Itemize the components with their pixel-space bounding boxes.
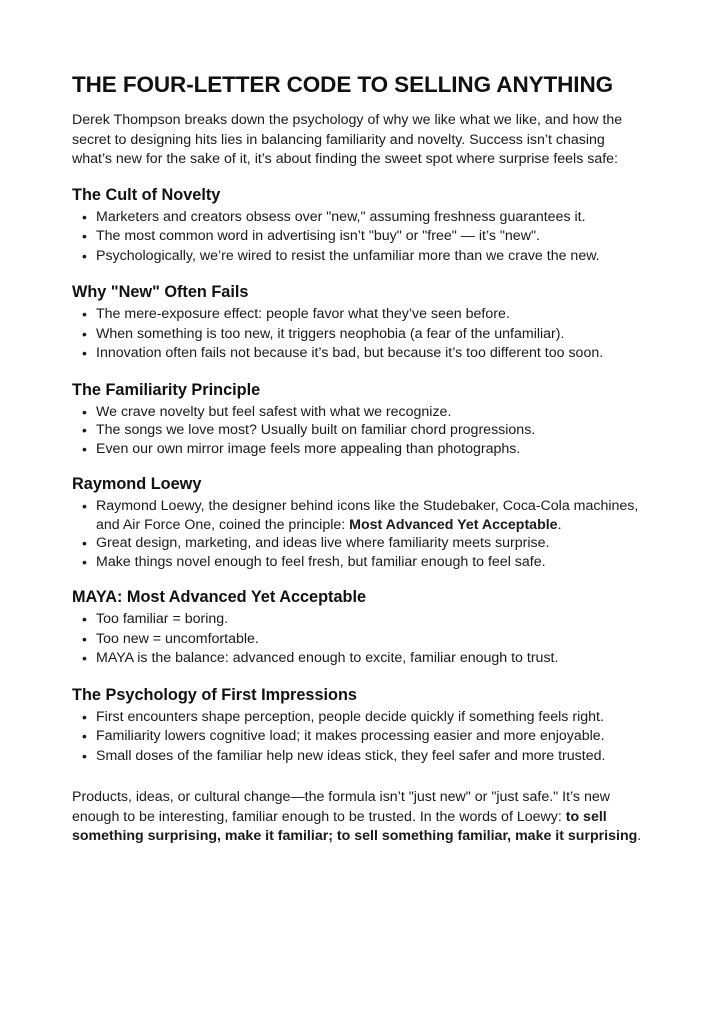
list-item: • The mere-exposure effect: people favor what they’ve seen before. bbox=[96, 305, 648, 325]
list-item: • When something is too new, it triggers neophobia (a fear of the unfamiliar). bbox=[96, 325, 648, 345]
bullet-list bbox=[72, 708, 648, 767]
list-item: • Too new = uncomfortable. bbox=[96, 630, 648, 650]
list-item: • Psychologically, we’re wired to resist the unfamiliar more than we crave the new. bbox=[96, 247, 648, 267]
section-first-impressions bbox=[72, 684, 648, 767]
bullet-list bbox=[72, 497, 648, 571]
section-heading: The Cult of Novelty bbox=[72, 185, 221, 204]
list-item: • Innovation often fails not because it’s bad, but because it’s too different too soon. bbox=[96, 344, 648, 364]
section-heading: MAYA: Most Advanced Yet Acceptable bbox=[72, 588, 367, 606]
list-item: • Marketers and creators obsess over "new," assuming freshness guarantees it. bbox=[96, 208, 648, 228]
bullet-list bbox=[72, 208, 648, 267]
section-heading: The Familiarity Principle bbox=[72, 380, 261, 399]
list-item bbox=[96, 497, 648, 534]
section-cult-of-novelty bbox=[72, 184, 648, 267]
list-item: • First encounters shape perception, people decide quickly if something feels right. bbox=[96, 708, 648, 728]
closing-quote: to sell something surprising, make it familiar; to sell something familiar, make it surprising bbox=[72, 808, 638, 844]
section-heading: Why "New" Often Fails bbox=[72, 283, 249, 301]
section-raymond-loewy bbox=[72, 473, 648, 571]
closing-punctuation: . bbox=[637, 828, 642, 844]
list-item: • Too familiar = boring. bbox=[96, 610, 648, 630]
list-item: • Small doses of the familiar help new ideas stick, they feel safer and more trusted. bbox=[96, 747, 648, 767]
list-item-text: Raymond Loewy, the designer behind icons like the Studebaker, Coca-Cola machines, and Air Force One, coined the principle: bbox=[96, 498, 639, 533]
bullet-list bbox=[72, 305, 648, 364]
list-item: • Even our own mirror image feels more appealing than photographs. bbox=[96, 440, 648, 459]
list-item: • MAYA is the balance: advanced enough to excite, familiar enough to trust. bbox=[96, 649, 648, 669]
list-item: • Familiarity lowers cognitive load; it makes processing easier and more enjoyable. bbox=[96, 727, 648, 747]
list-item: • Great design, marketing, and ideas live where familiarity meets surprise. bbox=[96, 534, 648, 553]
section-why-new-fails bbox=[72, 281, 648, 364]
section-heading: The Psychology of First Impressions bbox=[72, 685, 357, 704]
list-item-emphasis: Most Advanced Yet Acceptable bbox=[349, 516, 558, 533]
closing-paragraph bbox=[72, 788, 648, 847]
closing-text: Products, ideas, or cultural change—the formula isn’t "just new" or "just safe." It’s new enough to be interesting, familiar enough to be trusted. In the words of Loewy: bbox=[72, 789, 610, 825]
section-familiarity-principle bbox=[72, 379, 648, 459]
bullet-list bbox=[72, 403, 648, 459]
list-item: • We crave novelty but feel safest with what we recognize. bbox=[96, 403, 648, 422]
page-title: THE FOUR-LETTER CODE TO SELLING ANYTHING bbox=[72, 72, 613, 97]
bullet-list bbox=[72, 610, 648, 669]
intro-paragraph: Derek Thompson breaks down the psychology of why we like what we like, and how the secret to designing hits lies in balancing familiarity and novelty. Success isn’t chasing what’s new for the sake of it, it’s about finding the sweet spot where surprise feels safe: bbox=[72, 112, 623, 167]
list-item: • The most common word in advertising isn’t "buy" or "free" — it’s "new". bbox=[96, 227, 648, 247]
section-maya bbox=[72, 586, 648, 669]
section-heading: Raymond Loewy bbox=[72, 475, 202, 493]
list-item: • The songs we love most? Usually built on familiar chord progressions. bbox=[96, 421, 648, 440]
list-item-punctuation: . bbox=[557, 516, 562, 533]
list-item: • Make things novel enough to feel fresh, but familiar enough to feel safe. bbox=[96, 553, 648, 572]
